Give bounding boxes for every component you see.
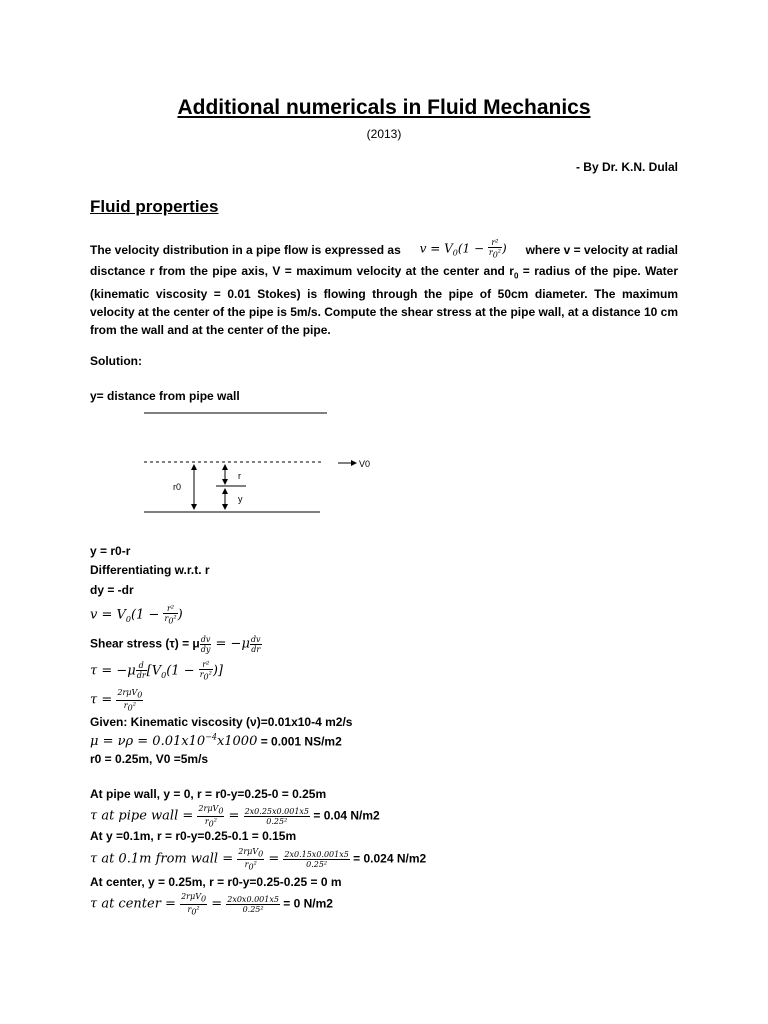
eq-velocity: $v = V_0(1$ − $\frac{\text{r²}}{r_0^2}$ ) [90, 604, 183, 626]
problem-statement [90, 238, 678, 339]
case-center: At center, y = 0.25m, r = r0-y=0.25-0.25 = 0 m [90, 875, 342, 889]
y-definition: y= distance from pipe wall [90, 389, 240, 403]
eq-tau-wall: τ at pipe wall = $\frac{2r\mu V_0}{r_0^2}$ = $\frac{2x0.25x0.001x5}{\text{0.25²}}$ = 0.04 N/m2 [90, 804, 380, 829]
problem-body: disctance r from the pipe axis, V = maximum velocity at the center and $r_0$ = radius of the pipe. Water (kinematic viscosity = 0.01 Stokes) is flowing through the pipe of 50cm diameter. The maximum velocity at the center of the pipe is 5m/s. Compute the shear stress at the pipe wall, at a distance 10 cm from the wall and at the center of the pipe. [90, 264, 678, 338]
case-mid: At y =0.1m, r = r0-y=0.25-0.1 = 0.15m [90, 829, 297, 843]
page-title: Additional numericals in Fluid Mechanics [177, 96, 591, 119]
problem-line-1a: The velocity distribution in a pipe flow is expressed as [90, 243, 401, 257]
eq-tau-result: τ = $\frac{2r\mu V_0}{r_0^2}$ [90, 688, 143, 713]
pipe-diagram [130, 404, 390, 524]
eq-tau-mid: τ at 0.1m from wall = $\frac{2r\mu V_0}{r_0^2}$ = $\frac{2x0.15x0.001x5}{\text{0.25²}}$ = 0.024 N/m2 [90, 847, 427, 872]
case-pipe-wall: At pipe wall, y = 0, r = r0-y=0.25-0 = 0.25m [90, 787, 327, 801]
y-label: y [238, 494, 243, 504]
eq-tau-derivative: τ = −μ $\frac{d}{dr}$ [$V_0(1$ − $\frac{\text{r²}}{r_0^2}$ )] [90, 660, 224, 682]
solution-label: Solution: [90, 354, 142, 368]
given-viscosity: Given: Kinematic viscosity (ν)=0.01x10-4 m2/s [90, 715, 353, 729]
problem-line-1b: where v = velocity at radial [525, 243, 678, 257]
velocity-formula: $v = V_0(1$ − $\frac{\text{r²}}{r_0^2}$ ) [419, 237, 507, 260]
step-y-eq: y = r0-r [90, 544, 131, 558]
step-diff: Differentiating w.r.t. r [90, 563, 210, 577]
section-heading: Fluid properties [90, 197, 219, 216]
v0-label: V0 [359, 459, 371, 469]
given-r0-v0: r0 = 0.25m, V0 =5m/s [90, 752, 209, 766]
year: (2013) [366, 127, 402, 141]
eq-tau-center: τ at center = $\frac{2r\mu V_0}{r_0^2}$ = $\frac{2x0x0.001x5}{\text{0.25²}}$ = 0 N/m2 [90, 892, 333, 917]
step-dy: dy = -dr [90, 583, 134, 597]
r0-label: r0 [173, 482, 182, 492]
r-label: r [238, 471, 241, 481]
eq-mu: $\mu = \nu\rho = 0.01x10^{-4}x1000 = 0.001$ NS/m2 [90, 733, 342, 750]
eq-shear-stress: Shear stress (τ) = μ $\frac{dv}{dy}$ = −μ $\frac{dv}{dr}$ [90, 635, 261, 654]
byline: - By Dr. K.N. Dulal [575, 160, 678, 174]
